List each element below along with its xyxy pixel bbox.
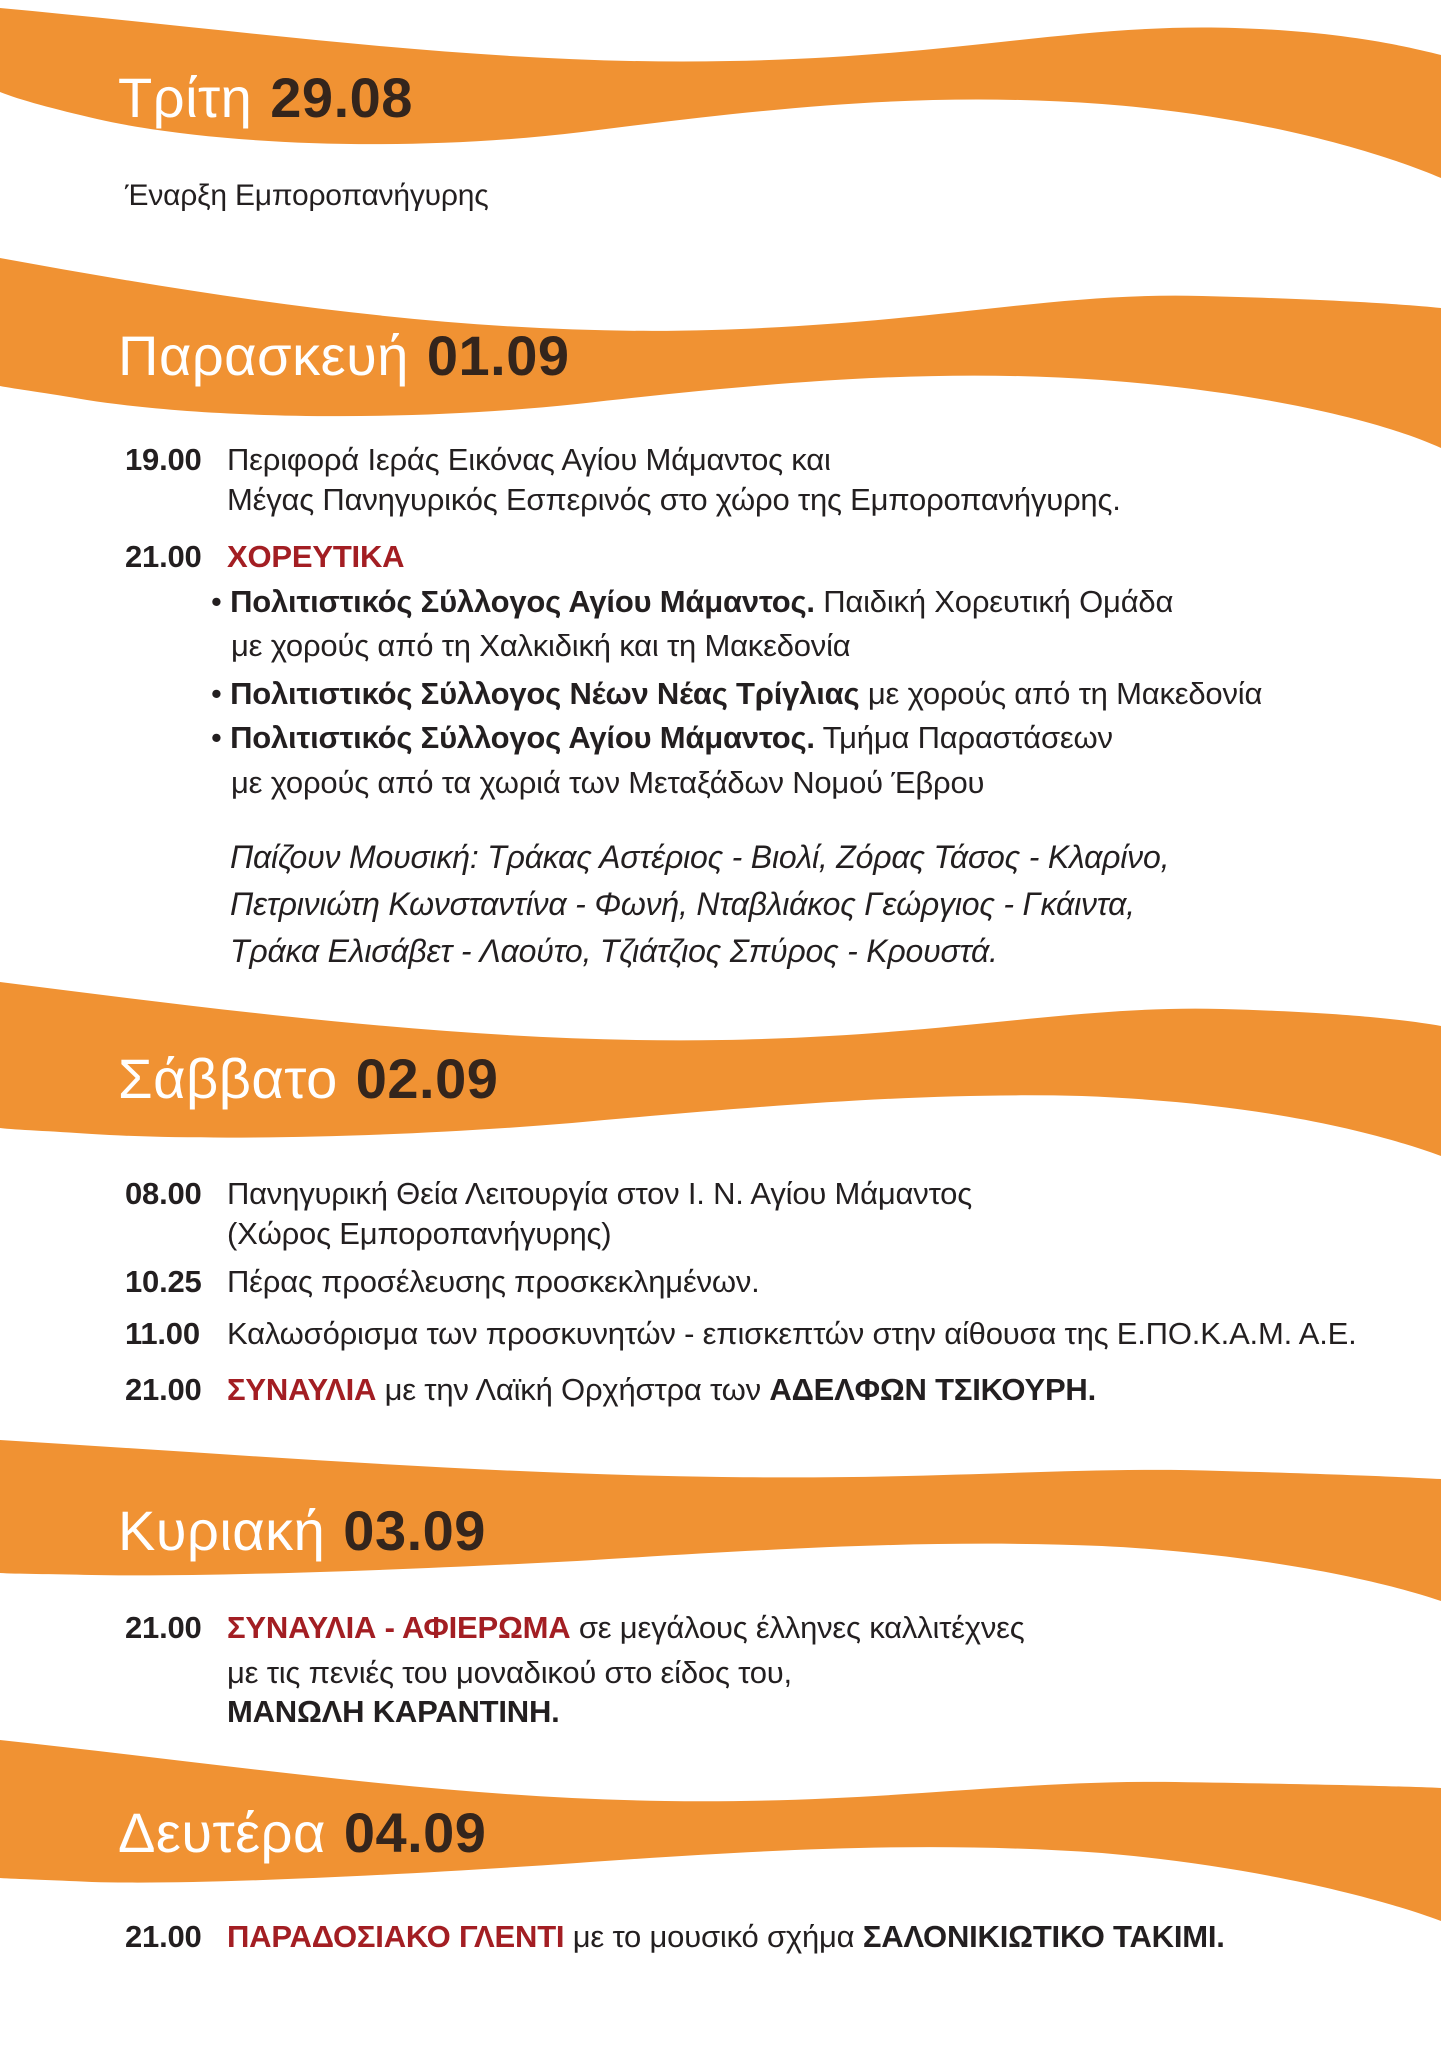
friday-bullet1-line2: με χορούς από τη Χαλκιδική και τη Μακεδονία <box>231 628 851 663</box>
friday-bullet2-club: Πολιτιστικός Σύλλογος Νέων Νέας Τρίγλιας <box>230 676 860 711</box>
banner-monday-date: 04.09 <box>343 1801 487 1864</box>
saturday-event1-line2: (Χώρος Εμποροπανήγυρης) <box>227 1216 612 1251</box>
friday-event1-line1: Περιφορά Ιεράς Εικόνας Αγίου Μάμαντος και <box>227 442 831 477</box>
friday-musicians-line3: Τράκα Ελισάβετ - Λαούτο, Τζιάτζιος Σπύρος - Κρουστά. <box>230 933 998 969</box>
friday-musicians-line1: Παίζουν Μουσική: Τράκας Αστέριος - Βιολί, Ζόρας Τάσος - Κλαρίνο, <box>230 839 1170 875</box>
banner-saturday-day: Σάββατο <box>118 1047 338 1110</box>
sunday-event1-rest: σε μεγάλους έλληνες καλλιτέχνες <box>570 1610 1025 1645</box>
banner-sunday-day: Κυριακή <box>118 1499 326 1562</box>
friday-event2-title: ΧΟΡΕΥΤΙΚΑ <box>227 539 405 574</box>
saturday-event4-time: 21.00 <box>125 1372 202 1407</box>
friday-musicians-line2: Πετρινιώτη Κωνσταντίνα - Φωνή, Νταβλιάκος Γεώργιος - Γκάιντα, <box>230 886 1135 922</box>
bullet-icon: • <box>211 584 231 619</box>
friday-event1-line2: Μέγας Πανηγυρικός Εσπερινός στο χώρο της Εμποροπανήγυρης. <box>227 482 1121 517</box>
friday-bullet1-desc: Παιδική Χορευτική Ομάδα <box>814 584 1174 619</box>
friday-bullet1-line1 <box>211 583 1173 621</box>
banner-saturday <box>118 1048 498 1110</box>
banner-tuesday-date: 29.08 <box>270 66 413 129</box>
saturday-event4-highlight: ΣΥΝΑΥΛΙΑ <box>227 1372 377 1407</box>
banner-sunday <box>118 1500 486 1562</box>
banner-sunday-date: 03.09 <box>343 1499 486 1562</box>
banner-friday-date: 01.09 <box>426 324 570 387</box>
monday-event1-time: 21.00 <box>125 1919 202 1954</box>
monday-event1-line1 <box>227 1918 1225 1956</box>
sunday-event1-line2: με τις πενιές του μοναδικού στο είδος του, <box>227 1655 792 1690</box>
friday-bullet3-desc: Τμήμα Παραστάσεων <box>814 720 1113 755</box>
banner-monday-day: Δευτέρα <box>118 1801 326 1864</box>
sunday-event1-time: 21.00 <box>125 1610 202 1645</box>
tuesday-note: Έναρξη Εμποροπανήγυρης <box>125 179 489 212</box>
friday-event2-time: 21.00 <box>125 539 202 574</box>
monday-event1-highlight: ΠΑΡΑΔΟΣΙΑΚΟ ΓΛΕΝΤΙ <box>227 1919 565 1954</box>
banner-friday <box>118 325 569 387</box>
bullet-icon: • <box>211 720 231 755</box>
friday-bullet3-line1 <box>211 719 1113 757</box>
sunday-event1-highlight: ΣΥΝΑΥΛΙΑ - ΑΦΙΕΡΩΜΑ <box>227 1610 571 1645</box>
banner-saturday-date: 02.09 <box>355 1047 499 1110</box>
saturday-event3-line1: Καλωσόρισμα των προσκυνητών - επισκεπτών στην αίθουσα της Ε.ΠΟ.Κ.Α.Μ. Α.Ε. <box>227 1316 1357 1351</box>
saturday-event2-time: 10.25 <box>125 1264 202 1299</box>
friday-bullet2-desc: με χορούς από τη Μακεδονία <box>859 676 1263 711</box>
saturday-event4-mid: με την Λαϊκή Ορχήστρα των <box>376 1372 770 1407</box>
monday-event1-artist: ΣΑΛΟΝΙΚΙΩΤΙΚΟ ΤΑΚΙΜΙ. <box>862 1919 1225 1954</box>
saturday-event1-line1: Πανηγυρική Θεία Λειτουργία στον Ι. Ν. Αγίου Μάμαντος <box>227 1176 972 1211</box>
sunday-event1-line1 <box>227 1609 1025 1647</box>
friday-bullet3-club: Πολιτιστικός Σύλλογος Αγίου Μάμαντος. <box>230 720 815 755</box>
bullet-icon: • <box>211 676 231 711</box>
friday-event1-time: 19.00 <box>125 442 202 477</box>
banner-tuesday <box>118 67 413 129</box>
saturday-event4-artist: ΑΔΕΛΦΩΝ ΤΣΙΚΟΥΡΗ. <box>769 1372 1097 1407</box>
monday-event1-mid: με το μουσικό σχήμα <box>564 1919 863 1954</box>
friday-bullet1-club: Πολιτιστικός Σύλλογος Αγίου Μάμαντος. <box>230 584 815 619</box>
sunday-event1-artist: ΜΑΝΩΛΗ ΚΑΡΑΝΤΙΝΗ. <box>227 1694 560 1729</box>
banner-monday <box>118 1802 486 1864</box>
saturday-event2-line1: Πέρας προσέλευσης προσκεκλημένων. <box>227 1264 760 1299</box>
saturday-event1-time: 08.00 <box>125 1176 202 1211</box>
saturday-event4-line1 <box>227 1371 1096 1409</box>
saturday-event3-time: 11.00 <box>125 1316 200 1351</box>
friday-bullet3-line2: με χορούς από τα χωριά των Μεταξάδων Νομού Έβρου <box>231 765 985 800</box>
banner-tuesday-day: Τρίτη <box>118 66 253 129</box>
friday-bullet2-line1 <box>211 675 1262 713</box>
banner-friday-day: Παρασκευή <box>118 324 409 387</box>
